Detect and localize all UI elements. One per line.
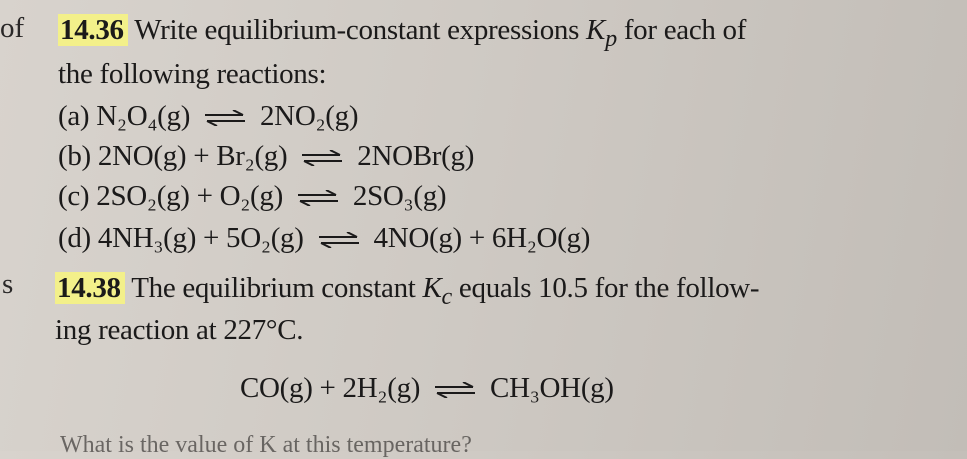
reaction-lhs: N₂O₄(g) (96, 100, 191, 132)
equilibrium-arrow-icon (296, 190, 340, 206)
reaction-b (58, 140, 474, 173)
reaction-lhs: 2NO(g) + Br₂(g) (97, 140, 288, 172)
reaction-lhs: CO(g) + 2H₂(g) (240, 372, 421, 404)
problem-text: Write equilibrium-constant expressions (134, 14, 580, 46)
reaction-c (58, 180, 446, 213)
reaction-lhs: 4NH₃(g) + 5O₂(g) (97, 222, 304, 254)
problem-14-38-header (55, 272, 759, 311)
reaction-lhs: 2SO₂(g) + O₂(g) (96, 180, 283, 212)
equilibrium-arrow-icon (300, 150, 344, 166)
reaction-label: (a) (58, 100, 90, 132)
reaction-label: (c) (58, 180, 90, 212)
reaction-rhs: 2SO₃(g) (352, 180, 447, 212)
problem-text-tail: for each of (623, 14, 747, 46)
reaction-a (58, 100, 358, 133)
left-margin-fragment: of (0, 12, 25, 44)
problem-number: 14.38 (55, 272, 125, 304)
problem-text: The equilibrium constant (131, 272, 416, 304)
problem-text-line2: ing reaction at 227°C. (55, 314, 304, 346)
problem-14-36-header (58, 14, 746, 53)
reaction-label: (d) (58, 222, 91, 254)
k-symbol: $K_c$ (422, 272, 452, 310)
k-symbol: $K_p$ (586, 14, 617, 52)
reaction-rhs: 2NOBr(g) (357, 140, 475, 172)
reaction-rhs: 4NO(g) + 6H₂O(g) (373, 222, 591, 254)
equilibrium-arrow-icon (203, 110, 247, 126)
reaction-rhs: 2NO₂(g) (259, 100, 359, 132)
reaction-label: (b) (58, 140, 91, 172)
reaction-d (58, 222, 590, 255)
reaction-methanol (240, 372, 614, 405)
reaction-rhs: CH₃OH(g) (490, 372, 614, 404)
problem-text-line2: the following reactions: (58, 58, 327, 90)
cut-off-question-line: What is the value of K at this temperature? (60, 432, 472, 458)
equilibrium-arrow-icon (433, 382, 477, 398)
problem-text-tail: equals 10.5 for the follow- (458, 272, 760, 304)
left-margin-fragment: s (2, 268, 14, 300)
problem-number: 14.36 (58, 14, 128, 46)
equilibrium-arrow-icon (317, 232, 361, 248)
